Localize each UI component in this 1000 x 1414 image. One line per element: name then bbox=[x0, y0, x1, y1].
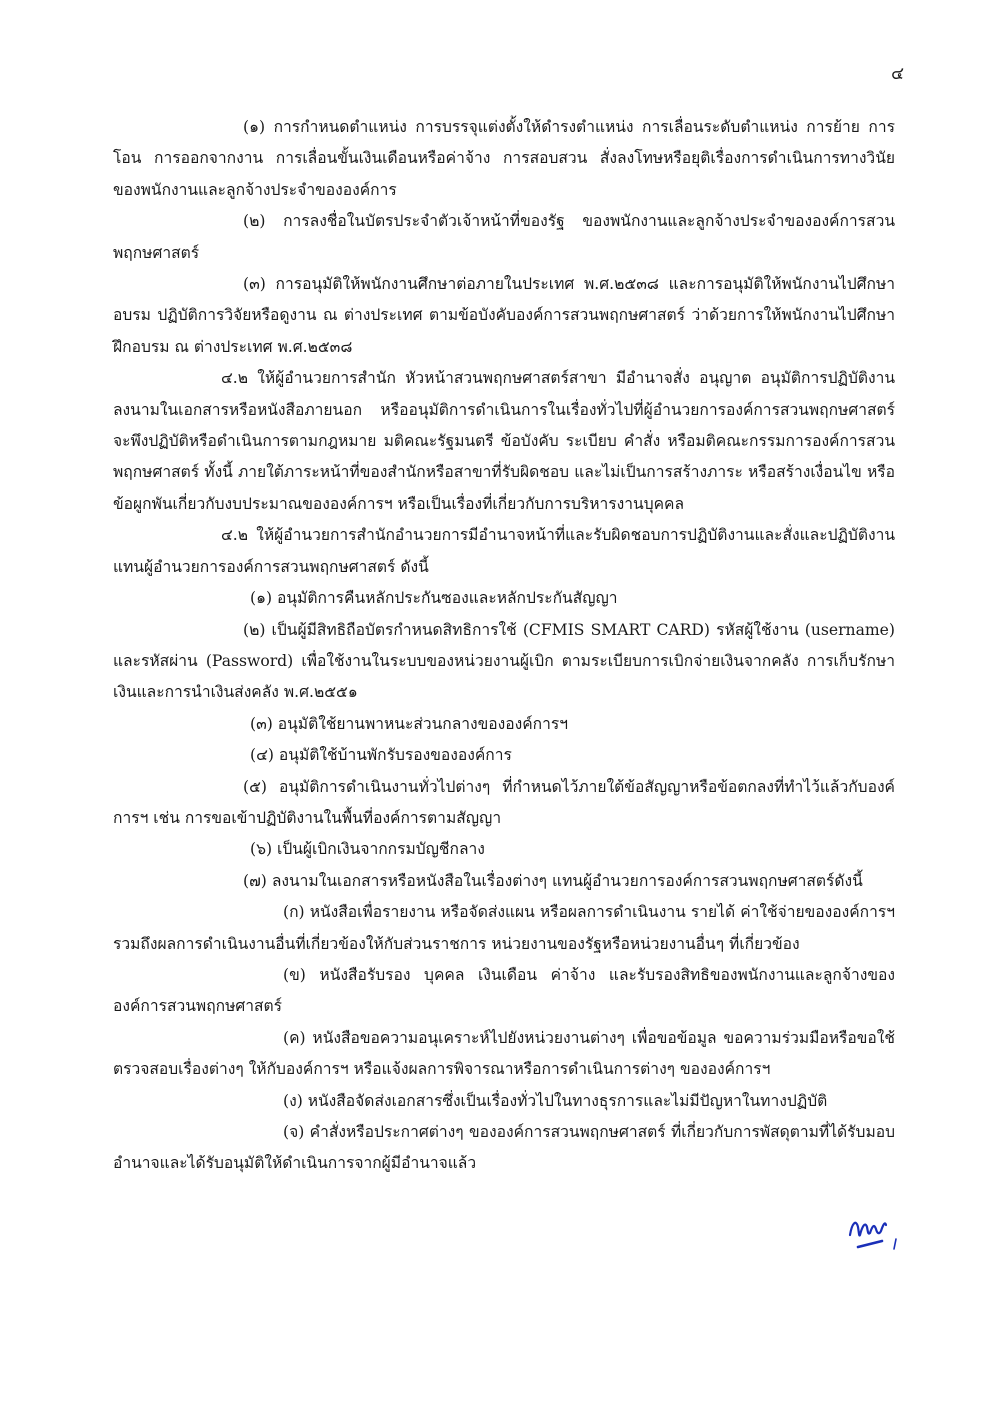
page-number: ๔ bbox=[891, 64, 904, 84]
clause-2-official-id-card: (๒) การลงชื่อในบัตรประจำตัวเจ้าหน้าที่ของรัฐ ของพนักงานและลูกจ้างประจำขององค์การสวนพฤกษศาสตร์ bbox=[113, 212, 895, 262]
item-5-general-operations: (๕) อนุมัติการดำเนินงานทั่วไปต่างๆ ที่กำหนดไว้ภายใต้ข้อสัญญาหรือข้อตกลงที่ทำไว้แล้วกับองค์การฯ เช่น การขอเข้าปฏิบัติงานในพื้นที่องค์การตามสัญญา bbox=[113, 777, 895, 827]
subitem-b-certification-letters: (ข) หนังสือรับรอง บุคคล เงินเดือน ค่าจ้าง และรับรองสิทธิของพนักงานและลูกจ้างขององค์การสวนพฤกษศาสตร์ bbox=[113, 965, 895, 1016]
clause-1-personnel-actions: (๑) การกำหนดตำแหน่ง การบรรจุแต่งตั้งให้ดำรงตำแหน่ง การเลื่อนระดับตำแหน่ง การย้าย การโอน การออกจากงาน การเลื่อนขั้นเงินเดือนหรือค่าจ้าง การสอบสวน สั่งลงโทษหรือยุติเรื่องการดำเนินการทางวินัย ของพนักงานและลูกจ้างประจำขององค์การ bbox=[113, 118, 895, 199]
item-6-comptroller-withdrawal: (๖) เป็นผู้เบิกเงินจากกรมบัญชีกลาง bbox=[250, 840, 485, 859]
item-1-guarantee-return: (๑) อนุมัติการคืนหลักประกันซองและหลักประกันสัญญา bbox=[250, 589, 618, 608]
subitem-d-document-dispatch: (ง) หนังสือจัดส่งเอกสารซึ่งเป็นเรื่องทั่วไปในทางธุรการและไม่มีปัญหาในทางปฏิบัติ bbox=[283, 1091, 828, 1110]
item-7-signing-documents: (๗) ลงนามในเอกสารหรือหนังสือในเรื่องต่างๆ แทนผู้อำนวยการองค์การสวนพฤกษศาสตร์ดังนี้ bbox=[243, 871, 863, 890]
subitem-e-procurement-orders: (จ) คำสั่งหรือประกาศต่างๆ ขององค์การสวนพฤกษศาสตร์ ที่เกี่ยวกับการพัสดุตามที่ได้รับมอบอำนาจและได้รับอนุมัติให้ดำเนินการจากผู้มีอำนาจแล้ว bbox=[113, 1123, 895, 1173]
section-4-2-directors-authority: ๔.๒ ให้ผู้อำนวยการสำนัก หัวหน้าสวนพฤกษศาสตร์สาขา มีอำนาจสั่ง อนุญาต อนุมัติการปฏิบัติงาน ลงนามในเอกสารหรือหนังสือภายนอก หรืออนุมัติการดำเนินการในเรื่องทั่วไปที่ผู้อำนวยการองค์การสวนพฤกษศาสตร์ จะพึงปฏิบัติหรือดำเนินการตามกฎหมาย มติคณะรัฐมนตรี ข้อบังคับ ระเบียบ คำสั่ง หรือมติคณะกรรมการองค์การสวนพฤกษศาสตร์ ทั้งนี้ ภายใต้ภาระหน้าที่ของสำนักหรือสาขาที่รับผิดชอบ และไม่เป็นการสร้างภาระ หรือสร้างเงื่อนไข หรือข้อผูกพันเกี่ยวกับงบประมาณขององค์การฯ หรือเป็นเรื่องที่เกี่ยวกับการบริหารงานบุคคล bbox=[113, 369, 895, 513]
section-4-2-admin-director-duties: ๔.๒ ให้ผู้อำนวยการสำนักอำนวยการมีอำนาจหน้าที่และรับผิดชอบการปฏิบัติงานและสั่งและปฏิบัติงานแทนผู้อำนวยการองค์การสวนพฤกษศาสตร์ ดังนี้ bbox=[113, 526, 895, 576]
subitem-c-request-letters: (ค) หนังสือขอความอนุเคราะห์ไปยังหน่วยงานต่างๆ เพื่อขอข้อมูล ขอความร่วมมือหรือขอใช้ตรวจสอบเรื่องต่างๆ ให้กับองค์การฯ หรือแจ้งผลการพิจารณาหรือการดำเนินการต่างๆ ขององค์การฯ bbox=[113, 1028, 895, 1079]
handwritten-initials-signature bbox=[846, 1205, 916, 1257]
clause-3-study-approval: (๓) การอนุมัติให้พนักงานศึกษาต่อภายในประเทศ พ.ศ.๒๕๓๘ และการอนุมัติให้พนักงานไปศึกษา อบรม ปฏิบัติการวิจัยหรือดูงาน ณ ต่างประเทศ ตามข้อบังคับองค์การสวนพฤกษศาสตร์ ว่าด้วยการให้พนักงานไปศึกษา ฝึกอบรม ณ ต่างประเทศ พ.ศ.๒๕๓๘ bbox=[113, 275, 895, 356]
item-2-cfmis-card: (๒) เป็นผู้มีสิทธิถือบัตรกำหนดสิทธิการใช้ (CFMIS SMART CARD) รหัสผู้ใช้งาน (username) และรหัสผ่าน (Password) เพื่อใช้งานในระบบของหน่วยงานผู้เบิก ตามระเบียบการเบิกจ่ายเงินจากคลัง การเก็บรักษาเงินและการนำเงินส่งคลัง พ.ศ.๒๕๕๑ bbox=[113, 620, 895, 702]
item-4-guesthouse-use: (๔) อนุมัติใช้บ้านพักรับรองขององค์การ bbox=[250, 746, 512, 765]
subitem-a-report-letters: (ก) หนังสือเพื่อรายงาน หรือจัดส่งแผน หรือผลการดำเนินงาน รายได้ ค่าใช้จ่ายขององค์การฯ รวมถึงผลการดำเนินงานอื่นที่เกี่ยวข้องให้กับส่วนราชการ หน่วยงานของรัฐหรือหน่วยงานอื่นๆ ที่เกี่ยวข้อง bbox=[113, 903, 895, 953]
item-3-vehicle-use: (๓) อนุมัติใช้ยานพาหนะส่วนกลางขององค์การฯ bbox=[250, 714, 568, 733]
document-body bbox=[113, 112, 895, 1180]
